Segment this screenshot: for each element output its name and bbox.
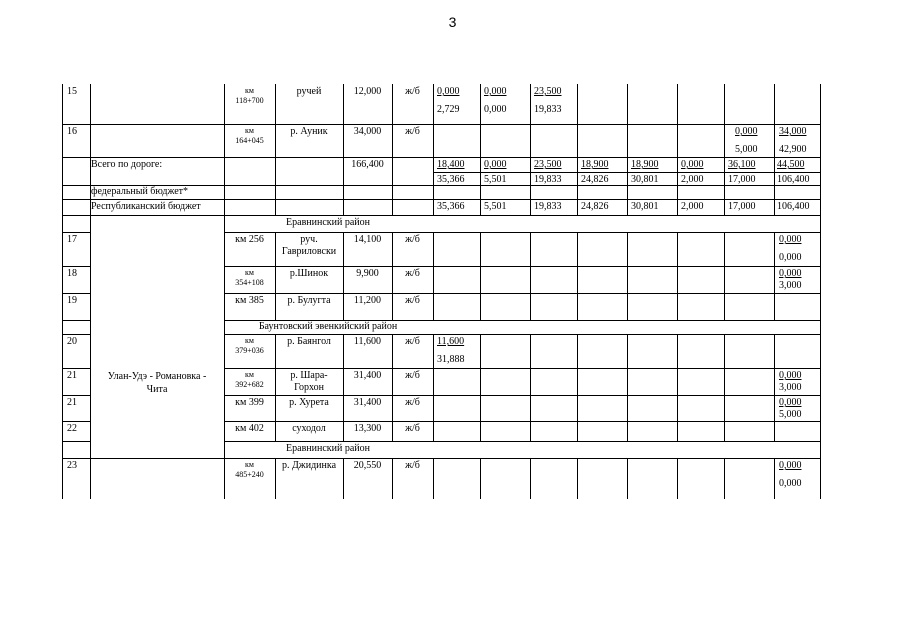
object-name: Гавриловски <box>281 246 337 257</box>
construction-type: ж/б <box>405 460 420 471</box>
column-rule <box>530 334 531 441</box>
object-name: Горхон <box>294 382 324 393</box>
row-rule <box>62 232 91 233</box>
federal-budget-label: федеральный бюджет* <box>91 186 189 197</box>
total-label: Всего по дороге: <box>91 159 163 170</box>
construction-type: ж/б <box>405 295 420 306</box>
row-rule <box>62 199 821 200</box>
total-bottom-value: 35,366 <box>437 174 465 185</box>
object-name: р. Джидинка <box>281 460 337 471</box>
column-rule <box>530 232 531 320</box>
total-bottom-value: 17,000 <box>728 174 756 185</box>
amount-value: 0,000 <box>779 252 802 263</box>
column-rule <box>724 458 725 499</box>
total-bottom-value: 19,833 <box>534 174 562 185</box>
row-number: 21 <box>67 370 77 381</box>
construction-type: ж/б <box>405 268 420 279</box>
km-marker: км 256 <box>235 234 264 245</box>
length-value: 11,600 <box>353 336 382 347</box>
column-rule <box>577 84 578 215</box>
row-rule <box>62 266 91 267</box>
column-rule <box>774 84 775 215</box>
object-name: р. Булугта <box>287 295 331 306</box>
republican-value: 24,826 <box>581 201 609 212</box>
row-number: 19 <box>67 295 77 306</box>
row-number: 16 <box>67 126 77 137</box>
amount-value: 0,000 <box>779 397 802 408</box>
column-rule <box>224 157 225 215</box>
total-bottom-value: 5,501 <box>484 174 507 185</box>
road-name: Чита <box>146 384 168 395</box>
object-name: р. Ауник <box>290 126 328 137</box>
row-rule <box>62 334 91 335</box>
amount-value: 0,000 <box>484 104 507 115</box>
length-value: 20,550 <box>353 460 382 471</box>
row-number: 22 <box>67 423 77 434</box>
row-rule <box>224 334 821 335</box>
length-value: 13,300 <box>353 423 382 434</box>
km-marker: км <box>245 86 254 95</box>
row-number: 18 <box>67 268 77 279</box>
column-rule <box>62 84 63 499</box>
column-rule <box>820 84 821 499</box>
construction-type: ж/б <box>405 370 420 381</box>
column-rule <box>677 232 678 320</box>
row-number: 17 <box>67 234 77 245</box>
row-rule <box>62 320 91 321</box>
amount-value: 5,000 <box>735 144 758 155</box>
column-rule <box>677 84 678 215</box>
column-rule <box>577 334 578 441</box>
km-marker: км <box>245 460 254 469</box>
total-bottom-value: 24,826 <box>581 174 609 185</box>
total-top-value: 36,100 <box>728 159 756 170</box>
km-marker: км 385 <box>235 295 264 306</box>
republican-value: 35,366 <box>437 201 465 212</box>
column-rule <box>480 232 481 320</box>
row-rule <box>224 266 821 267</box>
km-marker: 379+036 <box>235 346 264 355</box>
total-bottom-value: 30,801 <box>631 174 659 185</box>
republican-value: 106,400 <box>777 201 810 212</box>
page-number: 3 <box>448 14 457 30</box>
amount-value: 0,000 <box>779 268 802 279</box>
length-value: 11,200 <box>353 295 382 306</box>
district-header: Баунтовский эвенкийский район <box>258 321 398 332</box>
total-bottom-value: 2,000 <box>681 174 704 185</box>
column-rule <box>480 84 481 215</box>
length-value: 14,100 <box>353 234 382 245</box>
amount-value: 0,000 <box>779 478 802 489</box>
republican-budget-label: Республиканский бюджет <box>91 201 201 212</box>
republican-value: 19,833 <box>534 201 562 212</box>
km-marker: км <box>245 336 254 345</box>
column-rule <box>677 334 678 441</box>
construction-type: ж/б <box>405 397 420 408</box>
republican-value: 30,801 <box>631 201 659 212</box>
column-rule <box>433 458 434 499</box>
row-rule <box>62 215 821 216</box>
km-marker: 485+240 <box>235 470 264 479</box>
amount-value: 3,000 <box>779 382 802 393</box>
column-rule <box>392 157 393 215</box>
row-rule <box>62 368 91 369</box>
amount-value: 5,000 <box>779 409 802 420</box>
length-value: 12,000 <box>353 86 382 97</box>
amount-value: 0,000 <box>484 86 507 97</box>
row-rule <box>224 421 821 422</box>
construction-type: ж/б <box>405 86 420 97</box>
republican-value: 2,000 <box>681 201 704 212</box>
row-rule <box>62 293 91 294</box>
object-name: суходол <box>292 423 326 434</box>
amount-value: 31,888 <box>437 354 465 365</box>
km-marker: 164+045 <box>235 136 264 145</box>
row-number: 21 <box>67 397 77 408</box>
object-name: р. Баянгол <box>287 336 331 347</box>
column-rule <box>90 84 91 499</box>
row-rule <box>224 395 821 396</box>
row-number: 20 <box>67 336 77 347</box>
object-name: ручей <box>296 86 322 97</box>
row-rule <box>62 421 91 422</box>
total-top-value: 18,900 <box>581 159 609 170</box>
construction-type: ж/б <box>405 423 420 434</box>
row-number: 23 <box>67 460 77 471</box>
construction-type: ж/б <box>405 336 420 347</box>
construction-type: ж/б <box>405 126 420 137</box>
total-top-value: 23,500 <box>534 159 562 170</box>
column-rule <box>577 458 578 499</box>
amount-value: 19,833 <box>534 104 562 115</box>
km-marker: км 399 <box>235 397 264 408</box>
column-rule <box>433 334 434 441</box>
km-marker: 392+682 <box>235 380 264 389</box>
column-rule <box>774 232 775 320</box>
km-marker: 118+700 <box>235 96 264 105</box>
row-rule <box>224 458 821 459</box>
column-rule <box>677 458 678 499</box>
district-header: Еравнинский район <box>286 217 370 228</box>
column-rule <box>530 458 531 499</box>
column-rule <box>577 232 578 320</box>
total-top-value: 0,000 <box>681 159 704 170</box>
column-rule <box>627 458 628 499</box>
row-rule <box>62 441 91 442</box>
total-top-value: 18,400 <box>437 159 465 170</box>
length-value: 31,400 <box>353 370 382 381</box>
amount-value: 0,000 <box>779 234 802 245</box>
total-top-value: 0,000 <box>484 159 507 170</box>
km-marker: км 402 <box>235 423 264 434</box>
construction-type: ж/б <box>405 234 420 245</box>
column-rule <box>724 334 725 441</box>
object-name: р. Шара- <box>290 370 328 381</box>
column-rule <box>433 84 434 157</box>
republican-value: 5,501 <box>484 201 507 212</box>
column-rule <box>433 157 434 215</box>
km-marker: км <box>245 126 254 135</box>
row-rule <box>224 232 821 233</box>
column-rule <box>530 84 531 215</box>
row-rule <box>224 441 821 442</box>
object-name: руч. <box>300 234 318 245</box>
republican-value: 17,000 <box>728 201 756 212</box>
column-rule <box>774 334 775 441</box>
row-rule <box>62 157 821 158</box>
length-value: 34,000 <box>353 126 382 137</box>
object-name: р.Шинок <box>289 268 329 279</box>
row-rule <box>62 395 91 396</box>
column-rule <box>224 215 225 499</box>
total-length: 166,400 <box>351 159 384 170</box>
district-header: Еравнинский район <box>286 443 370 454</box>
length-value: 9,900 <box>356 268 379 279</box>
column-rule <box>275 157 276 215</box>
road-name: Улан-Удэ - Романовка - <box>107 371 207 382</box>
column-rule <box>627 84 628 215</box>
amount-value: 23,500 <box>534 86 562 97</box>
amount-value: 0,000 <box>437 86 460 97</box>
km-marker: 354+108 <box>235 278 264 287</box>
amount-value: 0,000 <box>779 460 802 471</box>
amount-value: 11,600 <box>437 336 465 347</box>
column-rule <box>774 458 775 499</box>
row-rule <box>62 124 821 125</box>
amount-value: 0,000 <box>779 370 802 381</box>
column-rule <box>724 232 725 320</box>
amount-value: 0,000 <box>735 126 758 137</box>
row-rule <box>224 368 821 369</box>
km-marker: км <box>245 370 254 379</box>
length-value: 31,400 <box>353 397 382 408</box>
total-top-value: 44,500 <box>777 159 805 170</box>
column-rule <box>627 232 628 320</box>
column-rule <box>480 334 481 441</box>
object-name: р. Хурета <box>289 397 329 408</box>
amount-value: 2,729 <box>437 104 460 115</box>
km-marker: км <box>245 268 254 277</box>
column-rule <box>724 84 725 215</box>
amount-value: 34,000 <box>779 126 807 137</box>
amount-value: 3,000 <box>779 280 802 291</box>
total-bottom-value: 106,400 <box>777 174 810 185</box>
column-rule <box>480 458 481 499</box>
total-top-value: 18,900 <box>631 159 659 170</box>
amount-value: 42,900 <box>779 144 807 155</box>
row-rule <box>224 293 821 294</box>
row-number: 15 <box>67 86 77 97</box>
column-rule <box>627 334 628 441</box>
column-rule <box>433 232 434 320</box>
